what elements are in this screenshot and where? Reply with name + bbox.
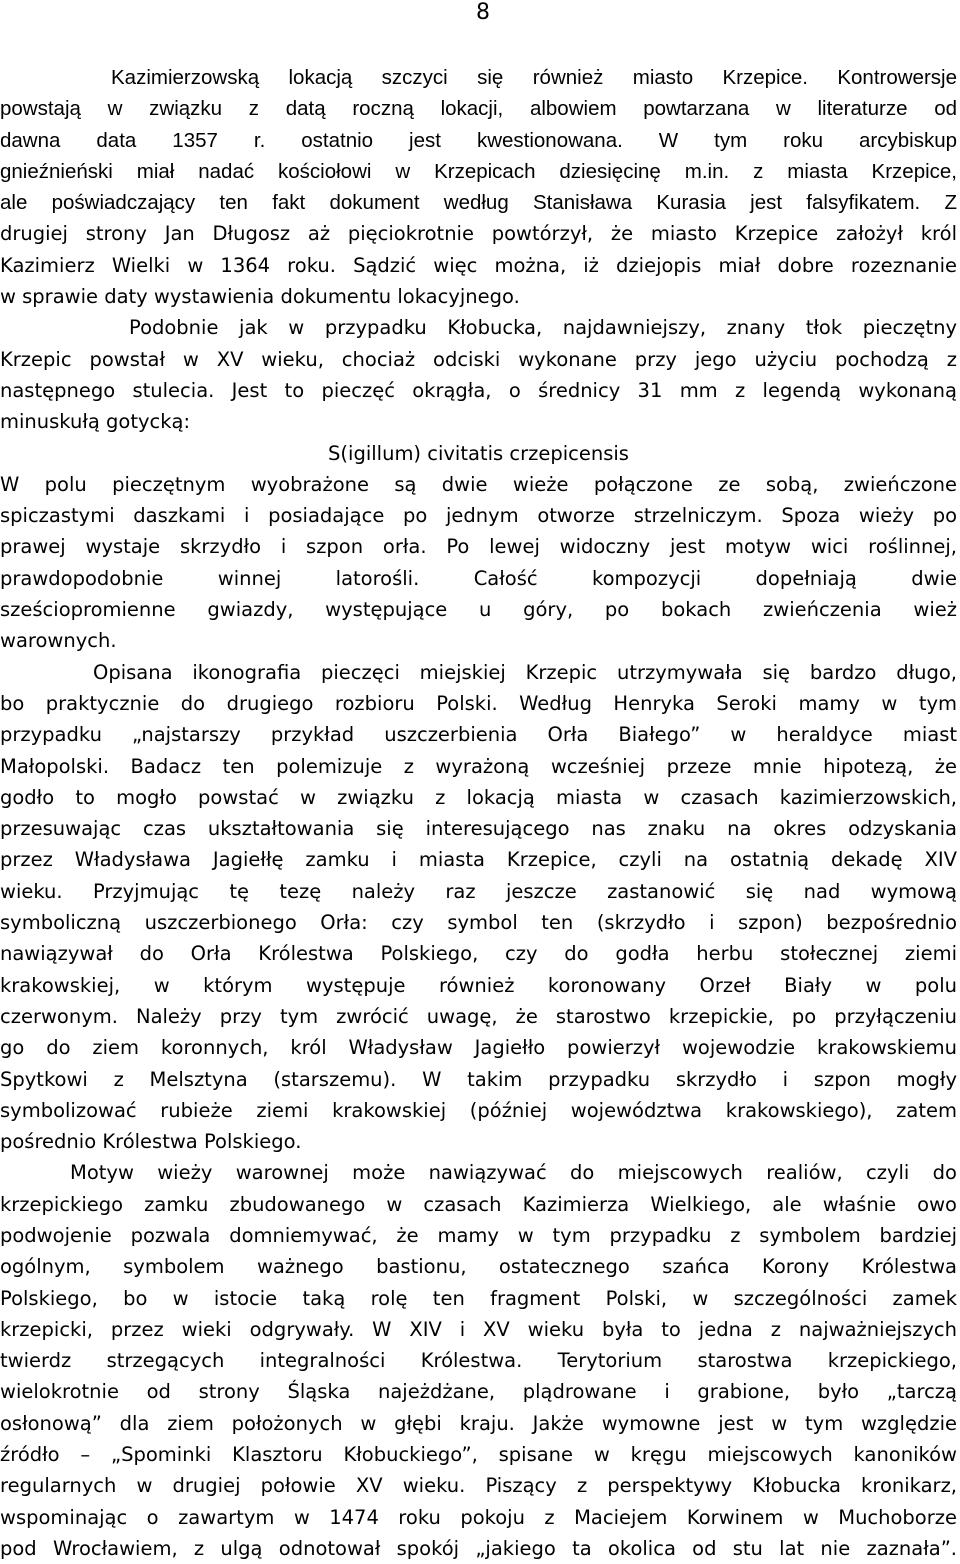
text-line: Spytkowi z Melsztyna (starszemu). W takim przypadku skrzydło i szpon mogły xyxy=(0,1067,957,1091)
text-line: krzepickiego zamku zbudowanego w czasach Kazimierza Wielkiego, ale właśnie owo xyxy=(0,1192,957,1216)
text-line: prawej wystaje skrzydło i szpon orła. Po lewej widoczny jest motyw wici roślinnej, xyxy=(0,535,957,559)
page-number: 8 xyxy=(476,0,490,25)
text-line: przez Władysława Jagiełłę zamku i miasta Krzepice, czyli na ostatnią dekadę XIV xyxy=(0,848,957,872)
text-line: podwojenie pozwala domniemywać, że mamy w tym przypadku z symbolem bardziej xyxy=(0,1223,957,1247)
text-line: S(igillum) civitatis crzepicensis xyxy=(328,441,629,465)
text-line: warownych. xyxy=(0,629,117,653)
text-line: Krzepic powstał w XV wieku, chociaż odciski wykonane przy jego użyciu pochodzą z xyxy=(0,347,957,371)
text-line: wielokrotnie od strony Śląska najeżdżane, plądrowane i grabione, było „tarczą xyxy=(0,1380,957,1404)
text-line: gnieźnieński miał nadać kościołowi w Krzepicach dziesięcinę m.in. z miasta Krzepice, xyxy=(0,159,957,183)
text-line: nawiązywał do Orła Królestwa Polskiego, czy do godła herbu stołecznej ziemi xyxy=(0,942,957,966)
text-line: ogólnym, symbolem ważnego bastionu, ostatecznego szańca Korony Królestwa xyxy=(0,1255,957,1279)
text-line: wspominając o zawartym w 1474 roku pokoju z Maciejem Korwinem w Muchoborze xyxy=(0,1505,957,1529)
text-line: przypadku „najstarszy przykład uszczerbienia Orła Białego” w heraldyce miast xyxy=(0,723,957,747)
text-line: drugiej strony Jan Długosz aż pięciokrotnie powtórzył, że miasto Krzepice założył król xyxy=(0,222,957,246)
text-line: pod Wrocławiem, z ulgą odnotował spokój „jakiego ta okolica od stu lat nie zaznała”. xyxy=(0,1536,957,1560)
text-line: powstają w związku z datą roczną lokacji, albowiem powtarzana w literaturze od xyxy=(0,97,957,121)
text-line: Małopolski. Badacz ten polemizuje z wyrażoną wcześniej przeze mnie hipotezą, że xyxy=(0,754,957,778)
text-line: w sprawie daty wystawienia dokumentu lokacyjnego. xyxy=(0,285,520,309)
text-line: krakowskiej, w którym występuje również koronowany Orzeł Biały w polu xyxy=(0,973,957,997)
document-body xyxy=(0,62,957,1564)
text-line: W polu pieczętnym wyobrażone są dwie wieże połączone ze sobą, zwieńczone xyxy=(0,472,957,496)
text-line: ale poświadczający ten fakt dokument według Stanisława Kurasia jest falsyfikatem. Z xyxy=(0,191,957,215)
text-line: bo praktycznie do drugiego rozbioru Polski. Według Henryka Seroki mamy w tym xyxy=(0,691,957,715)
text-line: Kazimierzowską lokacją szczyci się również miasto Krzepice. Kontrowersje xyxy=(111,66,957,89)
text-line: Kazimierz Wielki w 1364 roku. Sądzić więc można, iż dziejopis miał dobre rozeznanie xyxy=(0,253,957,277)
text-line: Motyw wieży warownej może nawiązywać do miejscowych realiów, czyli do xyxy=(70,1161,957,1185)
text-line: Podobnie jak w przypadku Kłobucka, najdawniejszy, znany tłok pieczętny xyxy=(129,316,957,340)
text-line: krzepicki, przez wieki odgrywały. W XIV i XV wieku była to jedna z najważniejszych xyxy=(0,1317,957,1341)
text-line: następnego stulecia. Jest to pieczęć okrągła, o średnicy 31 mm z legendą wykonaną xyxy=(0,378,957,402)
text-line: twierdz strzegących integralności Królestwa. Terytorium starostwa krzepickiego, xyxy=(0,1349,957,1373)
text-line: symboliczną uszczerbionego Orła: czy symbol ten (skrzydło i szpon) bezpośrednio xyxy=(0,911,957,935)
text-line: Opisana ikonografia pieczęci miejskiej Krzepic utrzymywała się bardzo długo, xyxy=(93,660,957,684)
text-line: prawdopodobnie winnej latorośli. Całość kompozycji dopełniają dwie xyxy=(0,566,957,590)
text-line: czerwonym. Należy przy tym zwrócić uwagę, że starostwo krzepickie, po przyłączeniu xyxy=(0,1004,957,1028)
text-line: pośrednio Królestwa Polskiego. xyxy=(0,1130,302,1154)
text-line: Polskiego, bo w istocie taką rolę ten fragment Polski, w szczególności zamek xyxy=(0,1286,957,1310)
text-line: przesuwając czas ukształtowania się interesującego nas znaku na okres odzyskania xyxy=(0,817,957,841)
text-line: osłonową” dla ziem położonych w głębi kraju. Jakże wymowne jest w tym względzie xyxy=(0,1411,957,1435)
text-line: symbolizować rubieże ziemi krakowskiej (później województwa krakowskiego), zatem xyxy=(0,1098,957,1122)
text-line: regularnych w drugiej połowie XV wieku. Piszący z perspektywy Kłobucka kronikarz, xyxy=(0,1474,957,1498)
text-line: sześciopromienne gwiazdy, występujące u góry, po bokach zwieńczenia wież xyxy=(0,598,957,622)
text-line: go do ziem koronnych, król Władysław Jagiełło powierzył wojewodzie krakowskiemu xyxy=(0,1036,957,1060)
text-line: spiczastymi daszkami i posiadające po jednym otworze strzelniczym. Spoza wieży po xyxy=(0,504,957,528)
text-line: wieku. Przyjmując tę tezę należy raz jeszcze zastanowić się nad wymową xyxy=(0,879,957,903)
text-line: źródło – „Spominki Klasztoru Kłobuckiego”, spisane w kręgu miejscowych kanoników xyxy=(0,1443,957,1467)
text-line: dawna data 1357 r. ostatnio jest kwestionowana. W tym roku arcybiskup xyxy=(0,128,957,152)
text-line: godło to mogło powstać w związku z lokacją miasta w czasach kazimierzowskich, xyxy=(0,785,957,809)
text-line: minuskułą gotycką: xyxy=(0,410,191,434)
